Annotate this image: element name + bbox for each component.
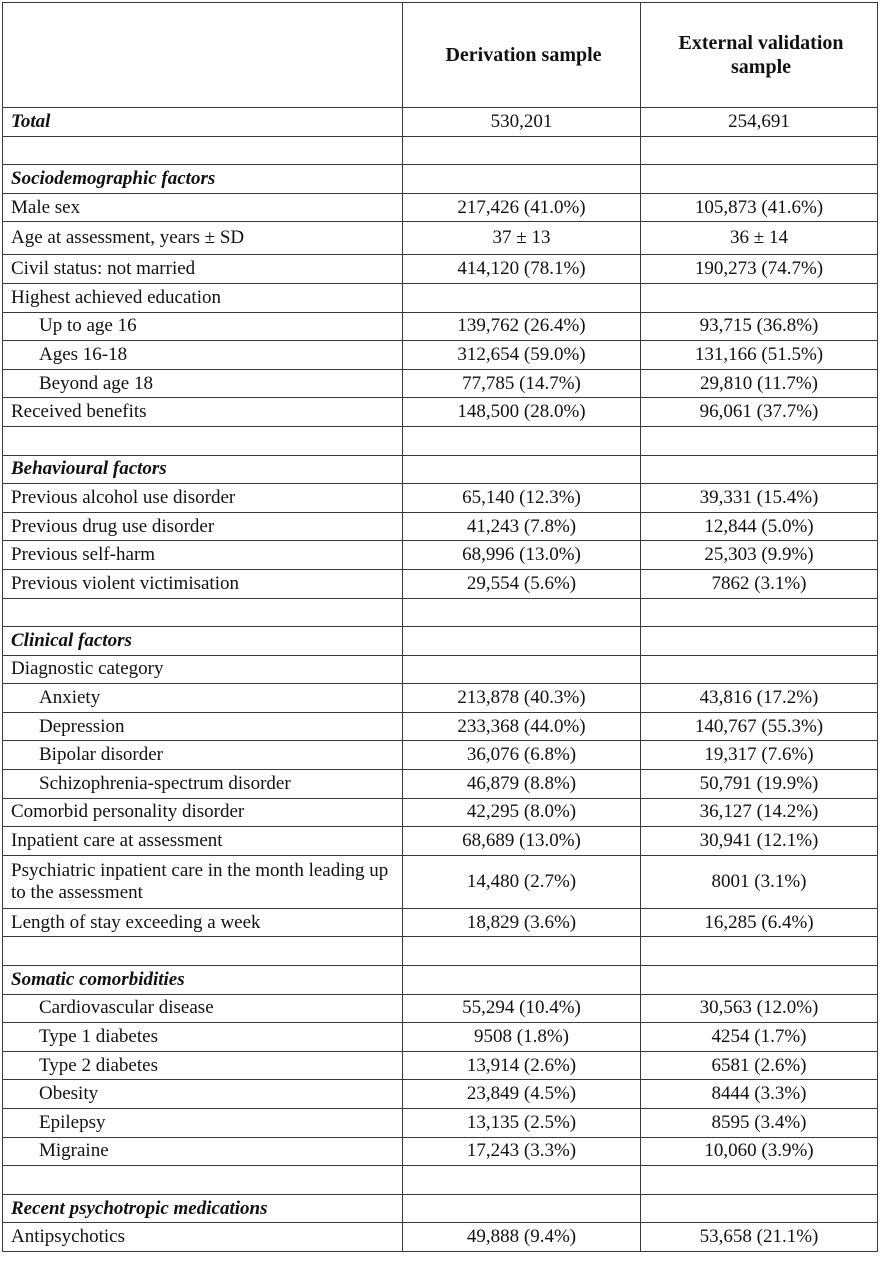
empty-cell — [641, 598, 878, 627]
table-row — [3, 1109, 878, 1138]
row-label: Antipsychotics — [3, 1223, 403, 1252]
characteristics-table — [2, 2, 878, 1252]
header-row — [3, 3, 878, 108]
table-row — [3, 255, 878, 284]
table-row — [3, 341, 878, 370]
table-row — [3, 1137, 878, 1166]
empty-cell — [3, 598, 403, 627]
validation-value: 8595 (3.4%) — [641, 1109, 878, 1138]
row-label: Type 2 diabetes — [3, 1051, 403, 1080]
derivation-value: 14,480 (2.7%) — [403, 855, 641, 908]
header-cell-external-validation: External validation sample — [641, 3, 878, 108]
derivation-value: 9508 (1.8%) — [403, 1023, 641, 1052]
table-row — [3, 770, 878, 799]
empty-cell — [641, 455, 878, 484]
derivation-value: 68,996 (13.0%) — [403, 541, 641, 570]
validation-value: 7862 (3.1%) — [641, 569, 878, 598]
row-label: Migraine — [3, 1137, 403, 1166]
row-label: Type 1 diabetes — [3, 1023, 403, 1052]
empty-cell — [403, 937, 641, 966]
derivation-value: 49,888 (9.4%) — [403, 1223, 641, 1252]
empty-cell — [403, 165, 641, 194]
empty-cell — [403, 1194, 641, 1223]
empty-cell — [403, 1166, 641, 1195]
derivation-value: 55,294 (10.4%) — [403, 994, 641, 1023]
empty-cell — [641, 937, 878, 966]
validation-value — [641, 655, 878, 684]
derivation-value: 148,500 (28.0%) — [403, 398, 641, 427]
empty-cell — [403, 136, 641, 165]
table-row — [3, 1080, 878, 1109]
validation-value: 36,127 (14.2%) — [641, 798, 878, 827]
row-label: Schizophrenia-spectrum disorder — [3, 770, 403, 799]
validation-value: 6581 (2.6%) — [641, 1051, 878, 1080]
table-row — [3, 1023, 878, 1052]
spacer-row — [3, 426, 878, 455]
row-label: Male sex — [3, 193, 403, 222]
table-row — [3, 684, 878, 713]
table-row — [3, 484, 878, 513]
row-label: Psychiatric inpatient care in the month leading up to the assessment — [3, 855, 403, 908]
table-row — [3, 398, 878, 427]
derivation-value: 36,076 (6.8%) — [403, 741, 641, 770]
derivation-value: 46,879 (8.8%) — [403, 770, 641, 799]
derivation-value: 65,140 (12.3%) — [403, 484, 641, 513]
empty-cell — [641, 627, 878, 656]
empty-cell — [641, 136, 878, 165]
row-label: Bipolar disorder — [3, 741, 403, 770]
derivation-value: 213,878 (40.3%) — [403, 684, 641, 713]
section-header-row — [3, 1194, 878, 1223]
validation-value: 50,791 (19.9%) — [641, 770, 878, 799]
empty-cell — [3, 426, 403, 455]
table-row — [3, 741, 878, 770]
derivation-value: 41,243 (7.8%) — [403, 512, 641, 541]
validation-value: 190,273 (74.7%) — [641, 255, 878, 284]
table-row — [3, 712, 878, 741]
row-label: Beyond age 18 — [3, 369, 403, 398]
derivation-value: 37 ± 13 — [403, 222, 641, 255]
table-row — [3, 855, 878, 908]
derivation-value: 233,368 (44.0%) — [403, 712, 641, 741]
derivation-value: 139,762 (26.4%) — [403, 312, 641, 341]
section-header-row — [3, 455, 878, 484]
table-body — [3, 3, 878, 1252]
derivation-value: 217,426 (41.0%) — [403, 193, 641, 222]
row-label: Diagnostic category — [3, 655, 403, 684]
empty-cell — [403, 455, 641, 484]
row-label: Up to age 16 — [3, 312, 403, 341]
section-header-row — [3, 165, 878, 194]
table-row — [3, 827, 878, 856]
spacer-row — [3, 937, 878, 966]
section-header-row — [3, 627, 878, 656]
validation-value: 4254 (1.7%) — [641, 1023, 878, 1052]
derivation-value: 530,201 — [403, 108, 641, 137]
derivation-value: 13,135 (2.5%) — [403, 1109, 641, 1138]
validation-value: 254,691 — [641, 108, 878, 137]
row-label: Previous alcohol use disorder — [3, 484, 403, 513]
row-label: Total — [3, 108, 403, 137]
row-label: Cardiovascular disease — [3, 994, 403, 1023]
table-row — [3, 798, 878, 827]
row-label: Ages 16-18 — [3, 341, 403, 370]
table-row — [3, 994, 878, 1023]
derivation-value — [403, 655, 641, 684]
derivation-value: 68,689 (13.0%) — [403, 827, 641, 856]
derivation-value: 312,654 (59.0%) — [403, 341, 641, 370]
table-row — [3, 312, 878, 341]
spacer-row — [3, 1166, 878, 1195]
empty-cell — [403, 426, 641, 455]
validation-value — [641, 283, 878, 312]
derivation-value: 13,914 (2.6%) — [403, 1051, 641, 1080]
table-row — [3, 908, 878, 937]
validation-value: 25,303 (9.9%) — [641, 541, 878, 570]
validation-value: 8444 (3.3%) — [641, 1080, 878, 1109]
validation-value: 43,816 (17.2%) — [641, 684, 878, 713]
table-row — [3, 193, 878, 222]
table-row — [3, 655, 878, 684]
derivation-value: 17,243 (3.3%) — [403, 1137, 641, 1166]
header-cell-label — [3, 3, 403, 108]
row-label: Previous violent victimisation — [3, 569, 403, 598]
validation-value: 29,810 (11.7%) — [641, 369, 878, 398]
validation-value: 93,715 (36.8%) — [641, 312, 878, 341]
empty-cell — [3, 1166, 403, 1195]
validation-value: 96,061 (37.7%) — [641, 398, 878, 427]
section-title: Behavioural factors — [3, 455, 403, 484]
validation-value: 53,658 (21.1%) — [641, 1223, 878, 1252]
table-row — [3, 108, 878, 137]
table-row — [3, 541, 878, 570]
empty-cell — [641, 1194, 878, 1223]
spacer-row — [3, 598, 878, 627]
empty-cell — [3, 136, 403, 165]
validation-value: 140,767 (55.3%) — [641, 712, 878, 741]
row-label: Age at assessment, years ± SD — [3, 222, 403, 255]
derivation-value: 23,849 (4.5%) — [403, 1080, 641, 1109]
validation-value: 105,873 (41.6%) — [641, 193, 878, 222]
validation-value: 30,563 (12.0%) — [641, 994, 878, 1023]
empty-cell — [641, 426, 878, 455]
row-label: Obesity — [3, 1080, 403, 1109]
derivation-value — [403, 283, 641, 312]
table-row — [3, 512, 878, 541]
empty-cell — [403, 598, 641, 627]
row-label: Epilepsy — [3, 1109, 403, 1138]
validation-value: 36 ± 14 — [641, 222, 878, 255]
row-label: Inpatient care at assessment — [3, 827, 403, 856]
empty-cell — [641, 966, 878, 995]
derivation-value: 414,120 (78.1%) — [403, 255, 641, 284]
spacer-row — [3, 136, 878, 165]
section-title: Somatic comorbidities — [3, 966, 403, 995]
validation-value: 131,166 (51.5%) — [641, 341, 878, 370]
row-label: Depression — [3, 712, 403, 741]
empty-cell — [3, 937, 403, 966]
table-row — [3, 369, 878, 398]
derivation-value: 29,554 (5.6%) — [403, 569, 641, 598]
empty-cell — [403, 627, 641, 656]
row-label: Length of stay exceeding a week — [3, 908, 403, 937]
table-row — [3, 569, 878, 598]
row-label: Highest achieved education — [3, 283, 403, 312]
validation-value: 19,317 (7.6%) — [641, 741, 878, 770]
row-label: Comorbid personality disorder — [3, 798, 403, 827]
table-row — [3, 283, 878, 312]
derivation-value: 42,295 (8.0%) — [403, 798, 641, 827]
validation-value: 16,285 (6.4%) — [641, 908, 878, 937]
header-cell-derivation: Derivation sample — [403, 3, 641, 108]
empty-cell — [403, 966, 641, 995]
section-title: Recent psychotropic medications — [3, 1194, 403, 1223]
section-header-row — [3, 966, 878, 995]
table-row — [3, 1051, 878, 1080]
row-label: Civil status: not married — [3, 255, 403, 284]
validation-value: 8001 (3.1%) — [641, 855, 878, 908]
derivation-value: 18,829 (3.6%) — [403, 908, 641, 937]
empty-cell — [641, 1166, 878, 1195]
validation-value: 30,941 (12.1%) — [641, 827, 878, 856]
validation-value: 10,060 (3.9%) — [641, 1137, 878, 1166]
validation-value: 12,844 (5.0%) — [641, 512, 878, 541]
row-label: Anxiety — [3, 684, 403, 713]
empty-cell — [641, 165, 878, 194]
row-label: Received benefits — [3, 398, 403, 427]
row-label: Previous drug use disorder — [3, 512, 403, 541]
row-label: Previous self-harm — [3, 541, 403, 570]
section-title: Sociodemographic factors — [3, 165, 403, 194]
validation-value: 39,331 (15.4%) — [641, 484, 878, 513]
section-title: Clinical factors — [3, 627, 403, 656]
table-row — [3, 1223, 878, 1252]
derivation-value: 77,785 (14.7%) — [403, 369, 641, 398]
table-row — [3, 222, 878, 255]
